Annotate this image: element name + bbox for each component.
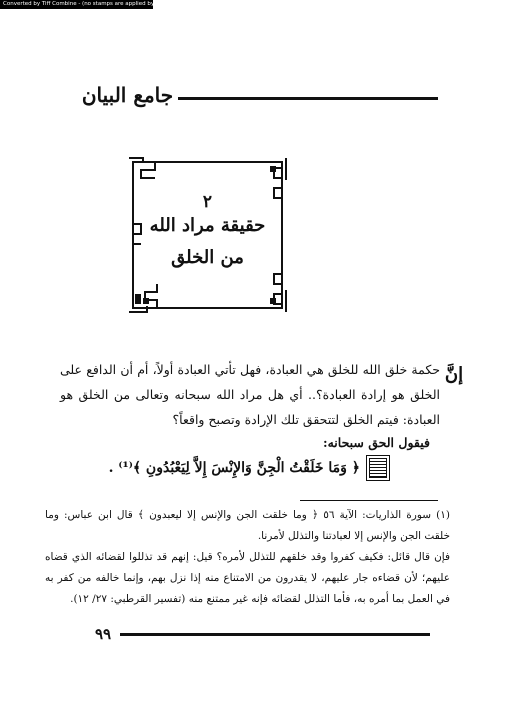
chapter-title-line-1: حقيقة مراد الله xyxy=(149,215,266,236)
verse-text: ﴿ وَمَا خَلَقْتُ الْجِنَّ وَالإِنْسَ إِلاَّ لِيَعْبُدُونِ ﴾⁽¹⁾ . xyxy=(108,460,360,476)
quran-verse-icon xyxy=(366,455,390,481)
chapter-frame xyxy=(125,154,290,316)
page-number: ٩٩ xyxy=(94,625,112,643)
chapter-title-line-2: من الخلق xyxy=(171,247,244,268)
paragraph-marker: إنَّ xyxy=(444,364,464,385)
conversion-banner: Converted by Tiff Combine - (no stamps are applied by registered version) xyxy=(0,0,153,9)
footnote-2: فإن قال قائل: فكيف كفروا وقد خلقهم للتذلل لأمره؟ قيل: إنهم قد تذللوا لقضائه الذي قضاه عليهم؛ لأن قضاءه جار عليهم، لا يقدرون من الامتناع منه إذا نزل بهم، وإنما خالفه من كفر به في العمل بما أمره به، فأما التذلل لقضائه فإنه غير ممتنع منه (تفسير القرطبي: ٢٧/ ١٢). xyxy=(45,551,450,605)
footnote-1: (١) سورة الذاريات: الآية ٥٦ ﴿ وما خلقت الجن والإنس إلا ليعبدون ﴾ قال ابن عباس: وما خلقت الجن والإنس إلا لعبادتنا والتذلل لأمرنا. xyxy=(45,509,451,542)
body-paragraph: حكمة خلق الله للخلق هي العبادة، فهل تأتي العبادة أولاً، أم أن الدافع على الخلق هو إرادة العبادة؟.. أي هل مراد الله سبحانه وتعالى من الخلق هو العبادة: فيتم الخلق لتتحقق تلك الإرادة وتصبح واقعاً؟ xyxy=(60,362,440,427)
header-rule xyxy=(178,97,438,100)
footnote-separator xyxy=(300,500,438,501)
footnotes xyxy=(45,505,450,610)
book-title: جامع البيان xyxy=(81,83,174,107)
verse-intro: فيقول الحق سبحانه: xyxy=(322,435,430,450)
quran-verse xyxy=(100,453,390,483)
footer-rule xyxy=(120,633,430,636)
chapter-number: ٢ xyxy=(202,192,213,212)
